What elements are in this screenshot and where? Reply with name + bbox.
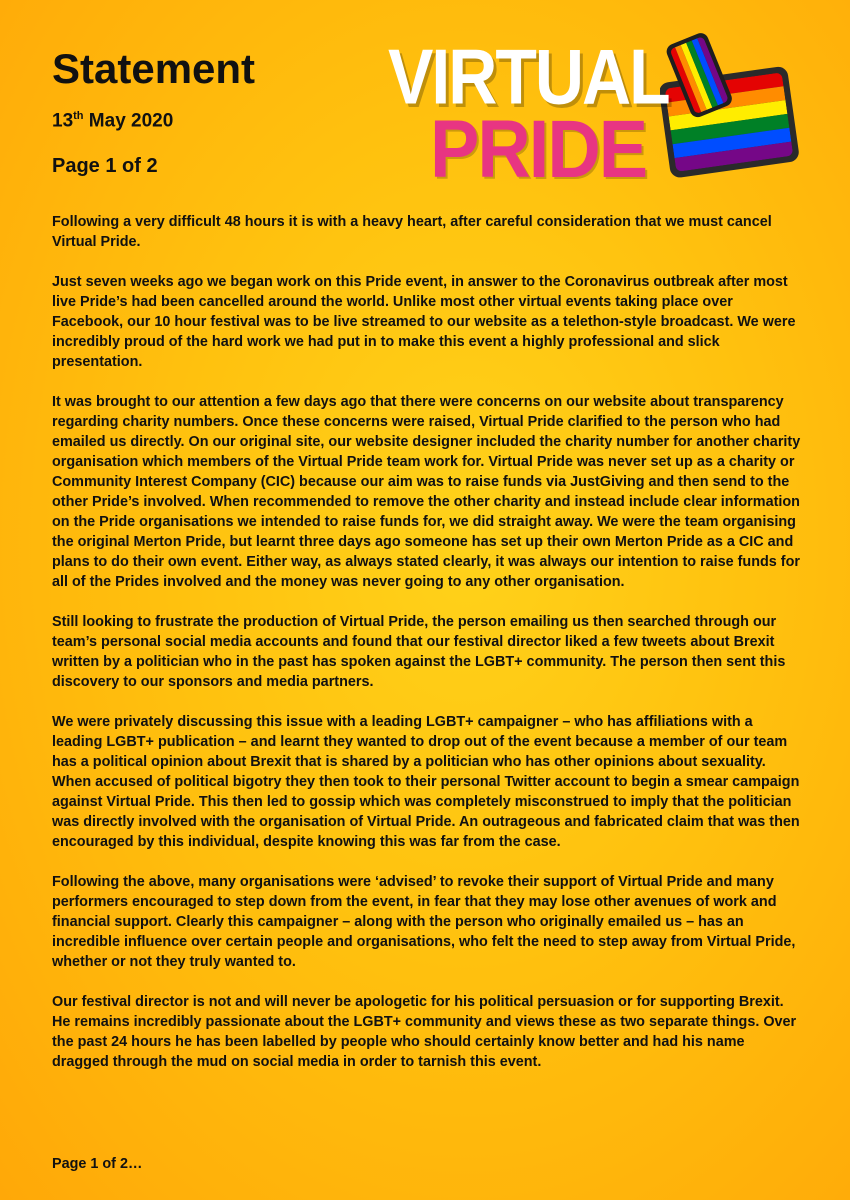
paragraph: Just seven weeks ago we began work on this Pride event, in answer to the Coronavirus outbreak after most live Pride’s had been cancelled around the world. Unlike most other virtual events taking place over Facebook, our 10 hour festival was to be live streamed to our website as a telethon-style broadcast. We were incredibly proud of the hard work we had put in to make this event a highly professional and slick presentation. — [52, 274, 796, 370]
paragraph: Following the above, many organisations were ‘advised’ to revoke their support of Virtual Pride and many performers encouraged to step down from the event, in fear that they may lose other avenues of work and financial support. Clearly this campaigner – along with the person who originally emailed us – has an incredible influence over certain people and organisations, who felt the need to step away from Virtual Pride, whether or not they truly wanted to. — [52, 874, 796, 970]
logo-virtual-text: VIRTUAL — [388, 33, 669, 121]
date-suffix: th — [73, 110, 84, 122]
paragraph: Still looking to frustrate the production of Virtual Pride, the person emailing us then searched through our team’s personal social media accounts and found that our festival director liked a few tweets about Brexit written by a politician who in the past has spoken against the LGBT+ community. The person then sent this discovery to our sponsors and media partners. — [52, 614, 786, 690]
page-indicator: Page 1 of 2 — [52, 155, 158, 177]
statement-date — [52, 110, 173, 132]
rainbow-devices-icon — [660, 32, 805, 192]
date-month-year: May 2020 — [83, 110, 174, 132]
paragraph: It was brought to our attention a few days ago that there were concerns on our website about transparency regarding charity numbers. Once these concerns were raised, Virtual Pride clarified to the person who had emailed us directly. On our original site, our website designer included the charity number for another charity organisation which members of the Virtual Pride team work for. Virtual Pride was never set up as a charity or Community Interest Company (CIC) because our aim was to raise funds via JustGiving and then send to the other Pride’s involved. When recommended to remove the other charity and instead include clear information on the Pride organisations we intended to raise funds for, we did straight away. We were the team organising the original Merton Pride, but learnt three days ago someone has set up their own Merton Pride as a CIC and plans to do their own event. Either way, as always stated clearly, it was always our intention to raise funds for all of the Prides involved and the money was never going to any other organisation. — [52, 394, 801, 590]
page-footer: Page 1 of 2… — [52, 1156, 143, 1172]
virtual-pride-logo — [388, 32, 803, 195]
date-day: 13 — [52, 110, 74, 132]
statement-body — [52, 212, 804, 1092]
logo-pride-text: PRIDE — [430, 103, 647, 195]
page-title: Statement — [52, 45, 256, 92]
paragraph: Following a very difficult 48 hours it is with a heavy heart, after careful consideration that we must cancel Virtual Pride. — [52, 214, 772, 250]
paragraph: Our festival director is not and will never be apologetic for his political persuasion or for supporting Brexit. He remains incredibly passionate about the LGBT+ community and views these as two separate things. Over the past 24 hours he has been labelled by people who should certainly know better and had his name dragged through the mud on social media in order to tarnish this event. — [52, 994, 797, 1070]
paragraph: We were privately discussing this issue with a leading LGBT+ campaigner – who has affiliations with a leading LGBT+ publication – and learnt they wanted to drop out of the event because a member of our team has a political opinion about Brexit that is shared by a politician who has other opinions about sexuality. When accused of political bigotry they then took to their personal Twitter account to begin a smear campaign against Virtual Pride. This then led to gossip which was completely misconstrued to imply that the politician was directly involved with the organisation of Virtual Pride. An outrageous and fabricated claim that was then encouraged by this individual, despite knowing this was far from the case. — [52, 714, 800, 850]
